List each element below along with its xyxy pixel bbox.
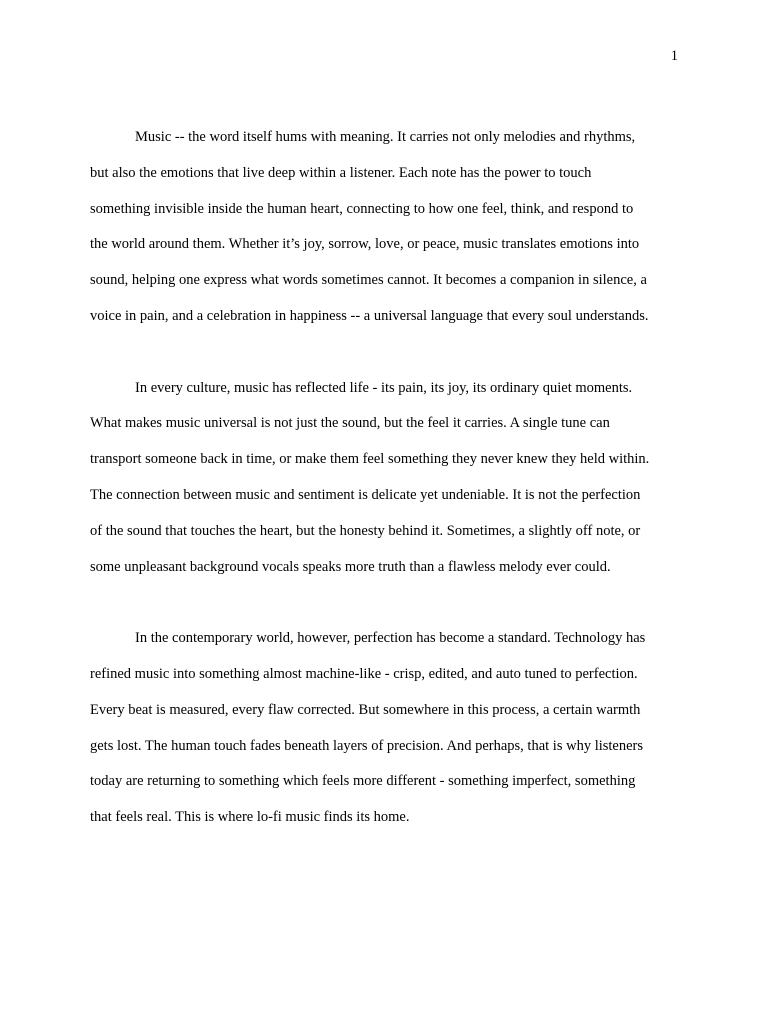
paragraph-line: In the contemporary world, however, perfection has become a standard. Technology has xyxy=(135,630,646,647)
paragraph-line: What makes music universal is not just the sound, but the feel it carries. A single tune can xyxy=(90,415,610,432)
document-body xyxy=(90,120,673,872)
paragraph-line: In every culture, music has reflected life - its pain, its joy, its ordinary quiet moments. xyxy=(135,379,633,396)
paragraph-line: Every beat is measured, every flaw corrected. But somewhere in this process, a certain warmth xyxy=(90,701,641,718)
paragraph-line: transport someone back in time, or make them feel something they never knew they held within. xyxy=(90,451,650,468)
paragraph-line: that feels real. This is where lo-fi music finds its home. xyxy=(90,809,410,826)
paragraph-line: something invisible inside the human heart, connecting to how one feel, think, and respond to xyxy=(90,200,634,217)
paragraph-line: refined music into something almost machine-like - crisp, edited, and auto tuned to perfection. xyxy=(90,665,638,682)
paragraph-line: gets lost. The human touch fades beneath layers of precision. And perhaps, that is why listeners xyxy=(90,737,644,754)
paragraph-line: some unpleasant background vocals speaks more truth than a flawless melody ever could. xyxy=(90,558,611,575)
paragraph-line: voice in pain, and a celebration in happiness -- a universal language that every soul understands. xyxy=(90,307,649,324)
paragraph-3 xyxy=(90,621,673,836)
paragraph-line: The connection between music and sentiment is delicate yet undeniable. It is not the perfection xyxy=(90,486,641,503)
paragraph-line: but also the emotions that live deep within a listener. Each note has the power to touch xyxy=(90,164,592,181)
paragraph-line: sound, helping one express what words sometimes cannot. It becomes a companion in silence, a xyxy=(90,272,647,289)
paragraph-line: Music -- the word itself hums with meaning. It carries not only melodies and rhythms, xyxy=(135,129,636,145)
paragraph-2 xyxy=(90,371,673,586)
paragraph-1 xyxy=(90,120,673,335)
paragraph-line: of the sound that touches the heart, but the honesty behind it. Sometimes, a slightly off note, or xyxy=(90,522,641,539)
paragraph-line: the world around them. Whether it’s joy, sorrow, love, or peace, music translates emotions into xyxy=(90,236,640,253)
paragraph-line: today are returning to something which feels more different - something imperfect, something xyxy=(90,773,636,790)
page-number: 1 xyxy=(670,48,678,64)
